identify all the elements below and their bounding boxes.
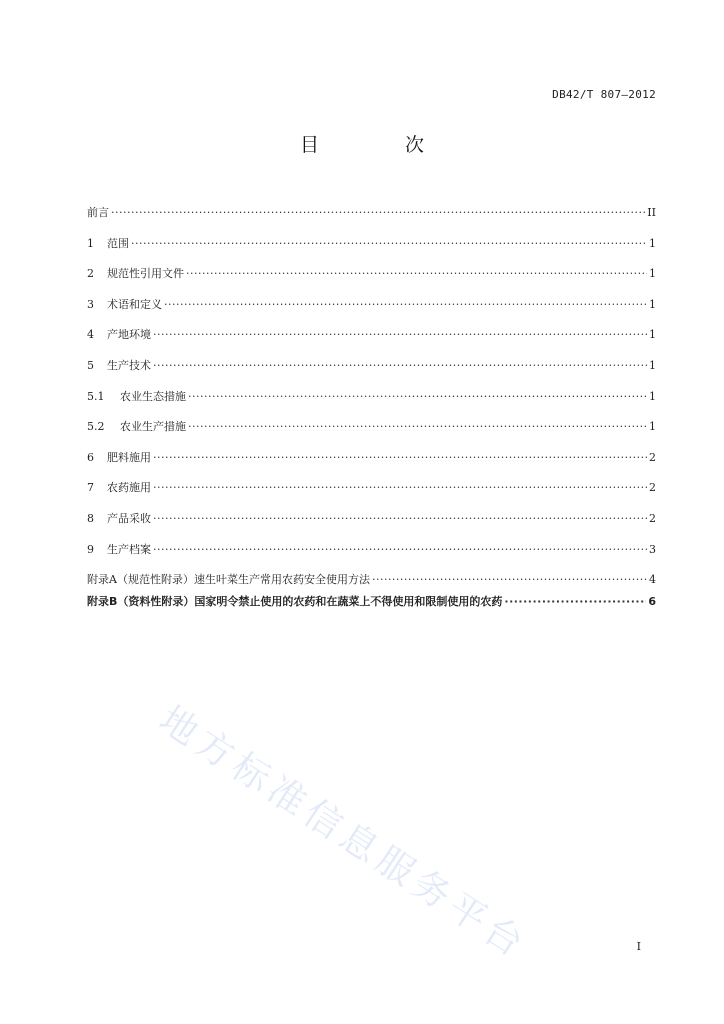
toc-entry-3[interactable] [87, 296, 656, 327]
toc-entry-9[interactable] [87, 541, 656, 572]
toc-leader-dots [131, 237, 647, 250]
toc-leader-dots [111, 206, 645, 219]
toc-entry-page: 4 [649, 573, 656, 587]
toc-entry-text: 产地环境 [107, 328, 151, 342]
toc-entry-page: 1 [649, 328, 656, 342]
toc-entry-page: 1 [649, 236, 656, 250]
toc-entry-text: 生产档案 [107, 542, 151, 556]
toc-entry-page: 1 [649, 297, 656, 311]
toc-entry-5[interactable] [87, 357, 656, 388]
toc-leader-dots [188, 390, 647, 403]
toc-entry-text: 农业生态措施 [120, 389, 186, 403]
toc-entry-text: 生产技术 [107, 358, 151, 372]
toc-entry-text: 肥料施用 [107, 450, 151, 464]
toc-entry-text: 范围 [107, 236, 129, 250]
toc-entry-text: 农药施用 [107, 481, 151, 495]
toc-entry-annex-a[interactable] [87, 571, 656, 593]
toc-entry-number: 5.2 [87, 420, 105, 434]
toc-entry-text: 术语和定义 [107, 297, 162, 311]
toc-entry-8[interactable] [87, 510, 656, 541]
toc-entry-page: 1 [649, 420, 656, 434]
toc-entry-2[interactable] [87, 265, 656, 296]
toc-entry-page: 1 [649, 389, 656, 403]
toc-entry-text: 规范性引用文件 [107, 267, 184, 281]
toc-entry-text: 产品采收 [107, 511, 151, 525]
toc-entry-7[interactable] [87, 479, 656, 510]
toc-entry-page: II [647, 206, 656, 219]
toc-entry-page: 1 [649, 358, 656, 372]
toc-entry-1[interactable] [87, 235, 656, 266]
toc-leader-dots [164, 298, 647, 311]
toc-leader-dots [153, 481, 647, 494]
toc-entry-page: 2 [649, 511, 656, 525]
toc-entry-page: 3 [649, 542, 656, 556]
toc-entry-page: 1 [649, 267, 656, 281]
toc-entry-number: 8 [87, 511, 94, 525]
toc-entry-6[interactable] [87, 449, 656, 480]
toc-leader-dots [186, 267, 647, 280]
toc-entry-number: 5 [87, 358, 94, 372]
toc-leader-dots [153, 512, 647, 525]
toc-leader-dots [188, 420, 647, 433]
toc-entry-page: 2 [649, 481, 656, 495]
toc-leader-dots [153, 328, 647, 341]
toc-entry-page: 6 [648, 595, 656, 609]
toc-entry-5-1[interactable] [87, 388, 656, 419]
toc-leader-dots [153, 359, 647, 372]
standard-code: DB42/T 807—2012 [552, 88, 656, 101]
toc-entry-number: 9 [87, 542, 94, 556]
toc-entry-text: 附录B（资料性附录）国家明令禁止使用的农药和在蔬菜上不得使用和限制使用的农药 [87, 595, 503, 609]
toc-entry-annex-b[interactable] [87, 593, 656, 615]
toc-entry-foreword[interactable] [87, 204, 656, 235]
toc-entry-4[interactable] [87, 326, 656, 357]
toc-entry-5-2[interactable] [87, 418, 656, 449]
watermark: 地方标准信息服务平台 [151, 697, 536, 968]
toc-entry-page: 2 [649, 450, 656, 464]
toc-entry-text: 农业生产措施 [120, 420, 186, 434]
table-of-contents [87, 204, 656, 615]
toc-entry-text: 附录A（规范性附录）速生叶菜生产常用农药安全使用方法 [87, 573, 370, 587]
toc-leader-dots [372, 573, 647, 586]
toc-entry-number: 3 [87, 297, 94, 311]
toc-entry-text: 前言 [87, 206, 109, 219]
toc-entry-number: 5.1 [87, 389, 105, 403]
toc-leader-dots [504, 595, 646, 608]
toc-entry-number: 4 [87, 328, 94, 342]
page-title: 目 次 [299, 134, 465, 156]
toc-leader-dots [153, 451, 647, 464]
toc-leader-dots [153, 543, 647, 556]
toc-entry-number: 6 [87, 450, 94, 464]
toc-entry-number: 2 [87, 267, 94, 281]
toc-entry-number: 1 [87, 236, 94, 250]
toc-entry-number: 7 [87, 481, 94, 495]
page-number: I [636, 940, 641, 953]
